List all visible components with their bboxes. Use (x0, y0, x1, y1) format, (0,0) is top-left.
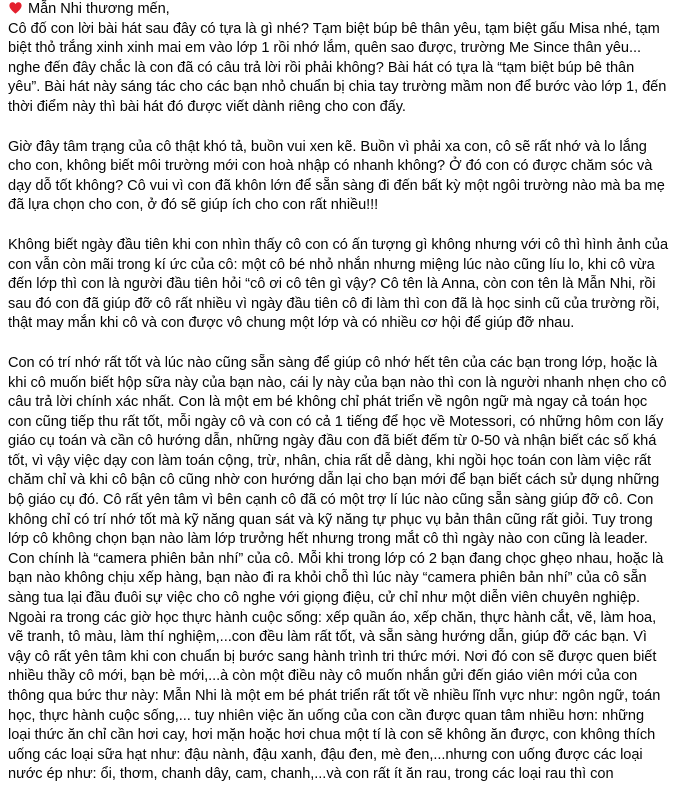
paragraph-2: Giờ đây tâm trạng của cô thật khó tả, buồn vui xen kẽ. Buồn vì phải xa con, cô sẽ rất nhớ và lo lắng cho con, không biết môi trường mới con hoà nhập có nhanh không? Ở đó con có được chăm sóc và dạy dỗ tốt không? Cô vui vì con đã khôn lớn để sẵn sàng đi đến bất kỳ một ngôi trường nào mà ba mẹ đã lựa chọn cho con, ở đó sẽ giúp ích cho con rất nhiều!!! (8, 138, 665, 214)
paragraph-3: Không biết ngày đầu tiên khi con nhìn thấy cô con có ấn tượng gì không nhưng với cô thì hình ảnh của con vẫn còn mãi trong kí ức của cô: một cô bé nhỏ nhắn nhưng miệng lúc nào cũng líu lo, khi cô vừa đến lớp thì con là người đầu tiên hỏi “cô ơi cô tên gì vậy? Cô tên là Anna, còn con tên là Mẫn Nhi, rồi sau đó con đã giúp đỡ cô rất nhiều vì ngày đầu tiên cô đi làm thì con đã là học sinh cũ của trường rồi, thật may mắn khi cô và con được vô chung một lớp và có nhiều cơ hội để giúp đỡ nhau. (8, 236, 669, 332)
red-heart-icon (9, 2, 22, 14)
paragraph-1: Cô đố con lời bài hát sau đây có tựa là gì nhé? Tạm biệt búp bê thân yêu, tạm biệt gấu Misa nhé, tạm biệt thỏ trắng xinh xinh mai em vào lớp 1 rồi nhớ lắm, quên sao được, trường Me Since thân yêu... nghe đến đây chắc là con đã có câu trả lời rồi phải không? Bài hát có tựa là “tạm biệt búp bê thân yêu”. Bài hát này sáng tác cho các bạn nhỏ chuẩn bị chia tay trường mầm non để bước vào lớp 1, đến thời điểm này thì bài hát đó được viết dành riêng cho con đấy. (8, 20, 667, 115)
paragraph-4: Con có trí nhớ rất tốt và lúc nào cũng sẵn sàng để giúp cô nhớ hết tên của các bạn trong lớp, hoặc là khi cô muốn biết hộp sữa này của bạn nào, cái ly này của bạn nào thì con là người nhanh nhẹn cho cô câu trả lời chính xác nhất. Con là một em bé không chỉ phát triển về ngôn ngữ mà ngay cả toán học con cũng tiếp thu rất tốt, mỗi ngày cô và con có cả 1 tiếng để học về Motessori, có những hôm con lấy giáo cụ toán và cần cô hướng dẫn, những ngày đầu con đã biết đếm từ 0-50 và nhận biết các số khá tốt, vì vậy việc dạy con làm toán cộng, trừ, nhân, chia rất dễ dàng, khi ngồi học toán con làm việc rất chăm chỉ và khi cô bận cô cũng nhờ con hướng dẫn lại cho bạn mới để bạn biết cách sử dụng những bộ giáo cụ đó. Cô rất yên tâm vì bên cạnh cô đã có một trợ lí lúc nào cũng sẵn sàng giúp đỡ cô. Con không chỉ có trí nhớ tốt mà kỹ năng quan sát và kỹ năng tự phục vụ bản thân cũng rất giỏi. Tuy trong lớp cô không chọn bạn nào làm lớp trưởng hết nhưng trong mắt cô thì ngày nào con cũng là leader. Con chính là “camera phiên bản nhí” của cô. Mỗi khi trong lớp có 2 bạn đang chọc ghẹo nhau, hoặc là bạn nào không chịu xếp hàng, bạn nào đi ra khỏi chỗ thì lúc này “camera phiên bản nhí” của cô sẵn sàng tua lại đầu đuôi sự việc cho cô nghe với giọng điệu, cử chỉ như một diễn viên chuyên nghiệp. Ngoài ra trong các giờ học thực hành cuộc sống: xếp quần áo, xếp chăn, thực hành cắt, vẽ, làm hoa, vẽ tranh, tô màu, làm thí nghiệm,...con đều làm rất tốt, và sẵn sàng hướng dẫn, giúp đỡ các bạn. Vì vậy cô rất yên tâm khi con chuẩn bị bước sang hành trình tri thức mới. Nơi đó con sẽ được quen biết nhiều thầy cô mới, bạn bè mới,...à còn một điều này cô muốn nhắn gửi đến giáo viên mới của con thông qua bức thư này: Mẫn Nhi là một em bé phát triển rất tốt về nhiều lĩnh vực như: ngôn ngữ, toán học, thực hành cuộc sống,... tuy nhiên việc ăn uống của con cần được quan tâm nhiều hơn: những loại thức ăn chỉ cần hơi cay, hơi mặn hoặc hơi chua một tí là con sẽ không ăn được, con không thích uống các loại sữa hạt như: đậu nành, đậu xanh, đậu đen, mè đen,...nhưng con uống được các loại nước ép như: ổi, thơm, chanh dây, cam, chanh,...và con rất ít ăn rau, trong các loại rau thì con (8, 354, 667, 783)
greeting-text: Mẫn Nhi thương mến, (28, 1, 170, 17)
greeting-line (8, 0, 669, 20)
